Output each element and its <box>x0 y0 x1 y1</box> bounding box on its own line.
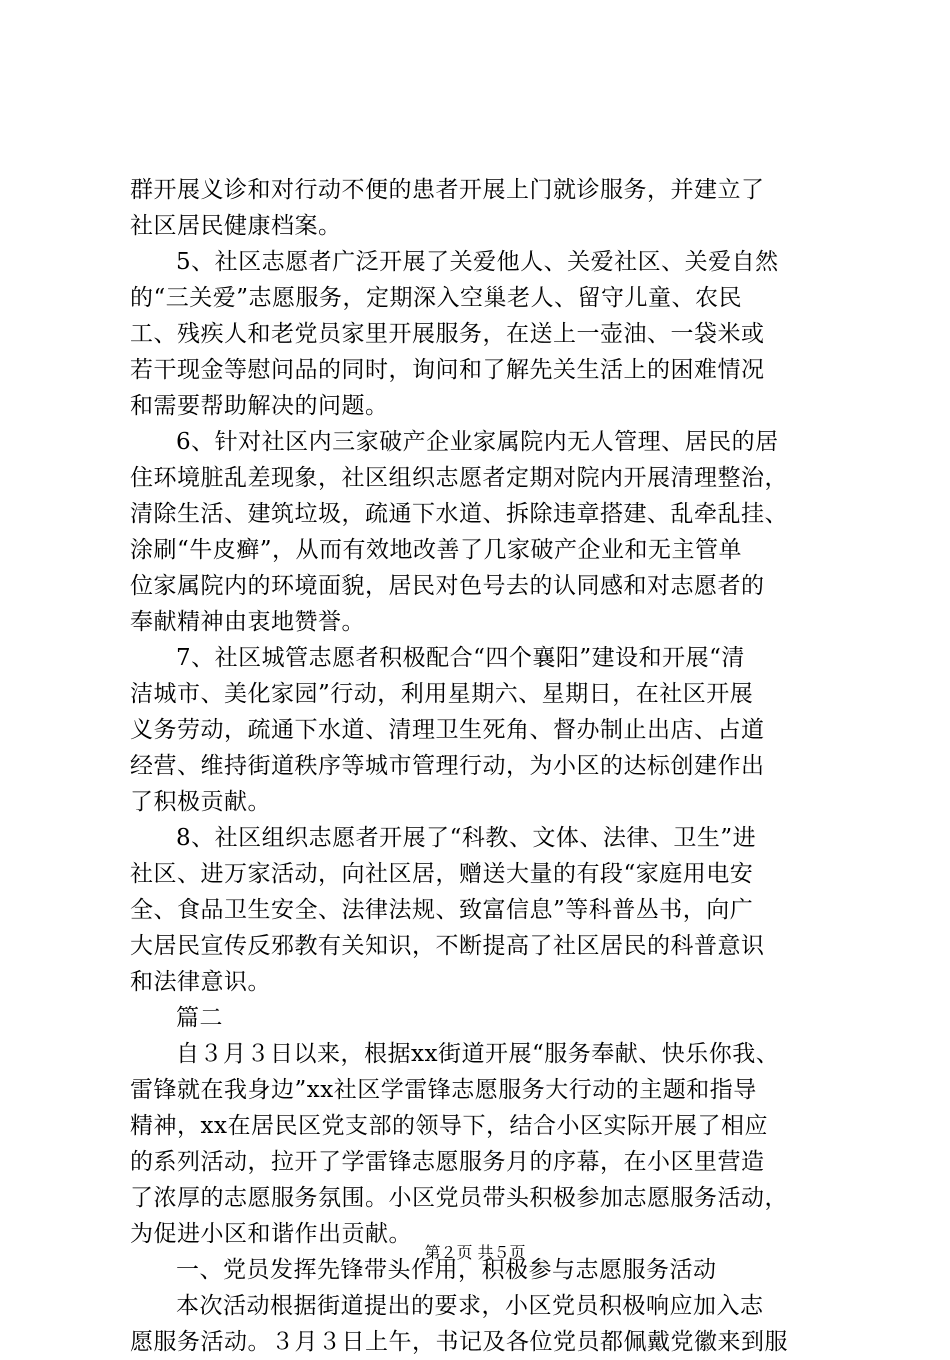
text-line: 了浓厚的志愿服务氛围。小区党员带头积极参加志愿服务活动， <box>130 1185 788 1211</box>
text-line: 工、残疾人和老党员家里开展服务，在送上一壶油、一袋米或 <box>130 321 765 347</box>
text-line: 全、食品卫生安全、法律法规、致富信息”等科普丛书，向广 <box>130 897 754 923</box>
text-line: 和法律意识。 <box>130 969 271 995</box>
text-line: 了积极贡献。 <box>130 789 271 815</box>
text-line: 6、针对社区内三家破产企业家属院内无人管理、居民的居 <box>176 429 779 455</box>
paragraph <box>130 244 830 424</box>
text-line: 和需要帮助解决的问题。 <box>130 393 389 419</box>
text-line: 社区居民健康档案。 <box>130 213 342 239</box>
text-line: 清除生活、建筑垃圾，疏通下水道、拆除违章搭建、乱牵乱挂、 <box>130 501 788 527</box>
text-line: 若干现金等慰问品的同时，询问和了解先关生活上的困难情况 <box>130 357 765 383</box>
text-line: 一、党员发挥先锋带头作用，积极参与志愿服务活动 <box>176 1257 717 1283</box>
text-line: 自３月３日以来，根据xx街道开展“服务奉献、快乐你我、 <box>176 1041 780 1067</box>
text-line: 的系列活动，拉开了学雷锋志愿服务月的序幕，在小区里营造 <box>130 1149 765 1175</box>
text-line: 为促进小区和谐作出贡献。 <box>130 1221 412 1247</box>
page-footer: 第２页 共５页 <box>424 1243 526 1262</box>
paragraph <box>130 820 830 1000</box>
text-line: 雷锋就在我身边”xx社区学雷锋志愿服务大行动的主题和指导 <box>130 1077 757 1103</box>
paragraph <box>130 1288 830 1360</box>
text-line: 8、社区组织志愿者开展了“科教、文体、法律、卫生”进 <box>176 825 757 851</box>
text-line: 洁城市、美化家园”行动，利用星期六、星期日，在社区开展 <box>130 681 754 707</box>
paragraph <box>130 1000 830 1036</box>
paragraph <box>130 640 830 820</box>
paragraph <box>130 172 830 244</box>
paragraph <box>130 424 830 640</box>
text-line: 社区、进万家活动，向社区居，赠送大量的有段“家庭用电安 <box>130 861 754 887</box>
text-line: 涂刷“牛皮癣”，从而有效地改善了几家破产企业和无主管单 <box>130 537 743 563</box>
text-line: 奉献精神由衷地赞誉。 <box>130 609 365 635</box>
paragraph <box>130 1036 830 1252</box>
text-line: 经营、维持街道秩序等城市管理行动，为小区的达标创建作出 <box>130 753 765 779</box>
text-line: 愿服务活动。３月３日上午，书记及各位党员都佩戴党徽来到服 <box>130 1329 788 1355</box>
text-line: 5、社区志愿者广泛开展了关爱他人、关爱社区、关爱自然 <box>176 249 779 275</box>
text-line: 大居民宣传反邪教有关知识，不断提高了社区居民的科普意识 <box>130 933 765 959</box>
text-line: 篇二 <box>176 1005 223 1031</box>
text-line: 位家属院内的环境面貌，居民对色号去的认同感和对志愿者的 <box>130 573 765 599</box>
text-line: 7、社区城管志愿者积极配合“四个襄阳”建设和开展“清 <box>176 645 745 671</box>
text-line: 的“三关爱”志愿服务，定期深入空巢老人、留守儿童、农民 <box>130 285 743 311</box>
text-line: 义务劳动，疏通下水道、清理卫生死角、督办制止出店、占道 <box>130 717 765 743</box>
text-line: 群开展义诊和对行动不便的患者开展上门就诊服务，并建立了 <box>130 177 765 203</box>
text-line: 精神，xx在居民区党支部的领导下，结合小区实际开展了相应 <box>130 1113 768 1139</box>
text-line: 本次活动根据街道提出的要求，小区党员积极响应加入志 <box>176 1293 764 1319</box>
document-body <box>130 172 830 1360</box>
text-line: 住环境脏乱差现象，社区组织志愿者定期对院内开展清理整治， <box>130 465 788 491</box>
